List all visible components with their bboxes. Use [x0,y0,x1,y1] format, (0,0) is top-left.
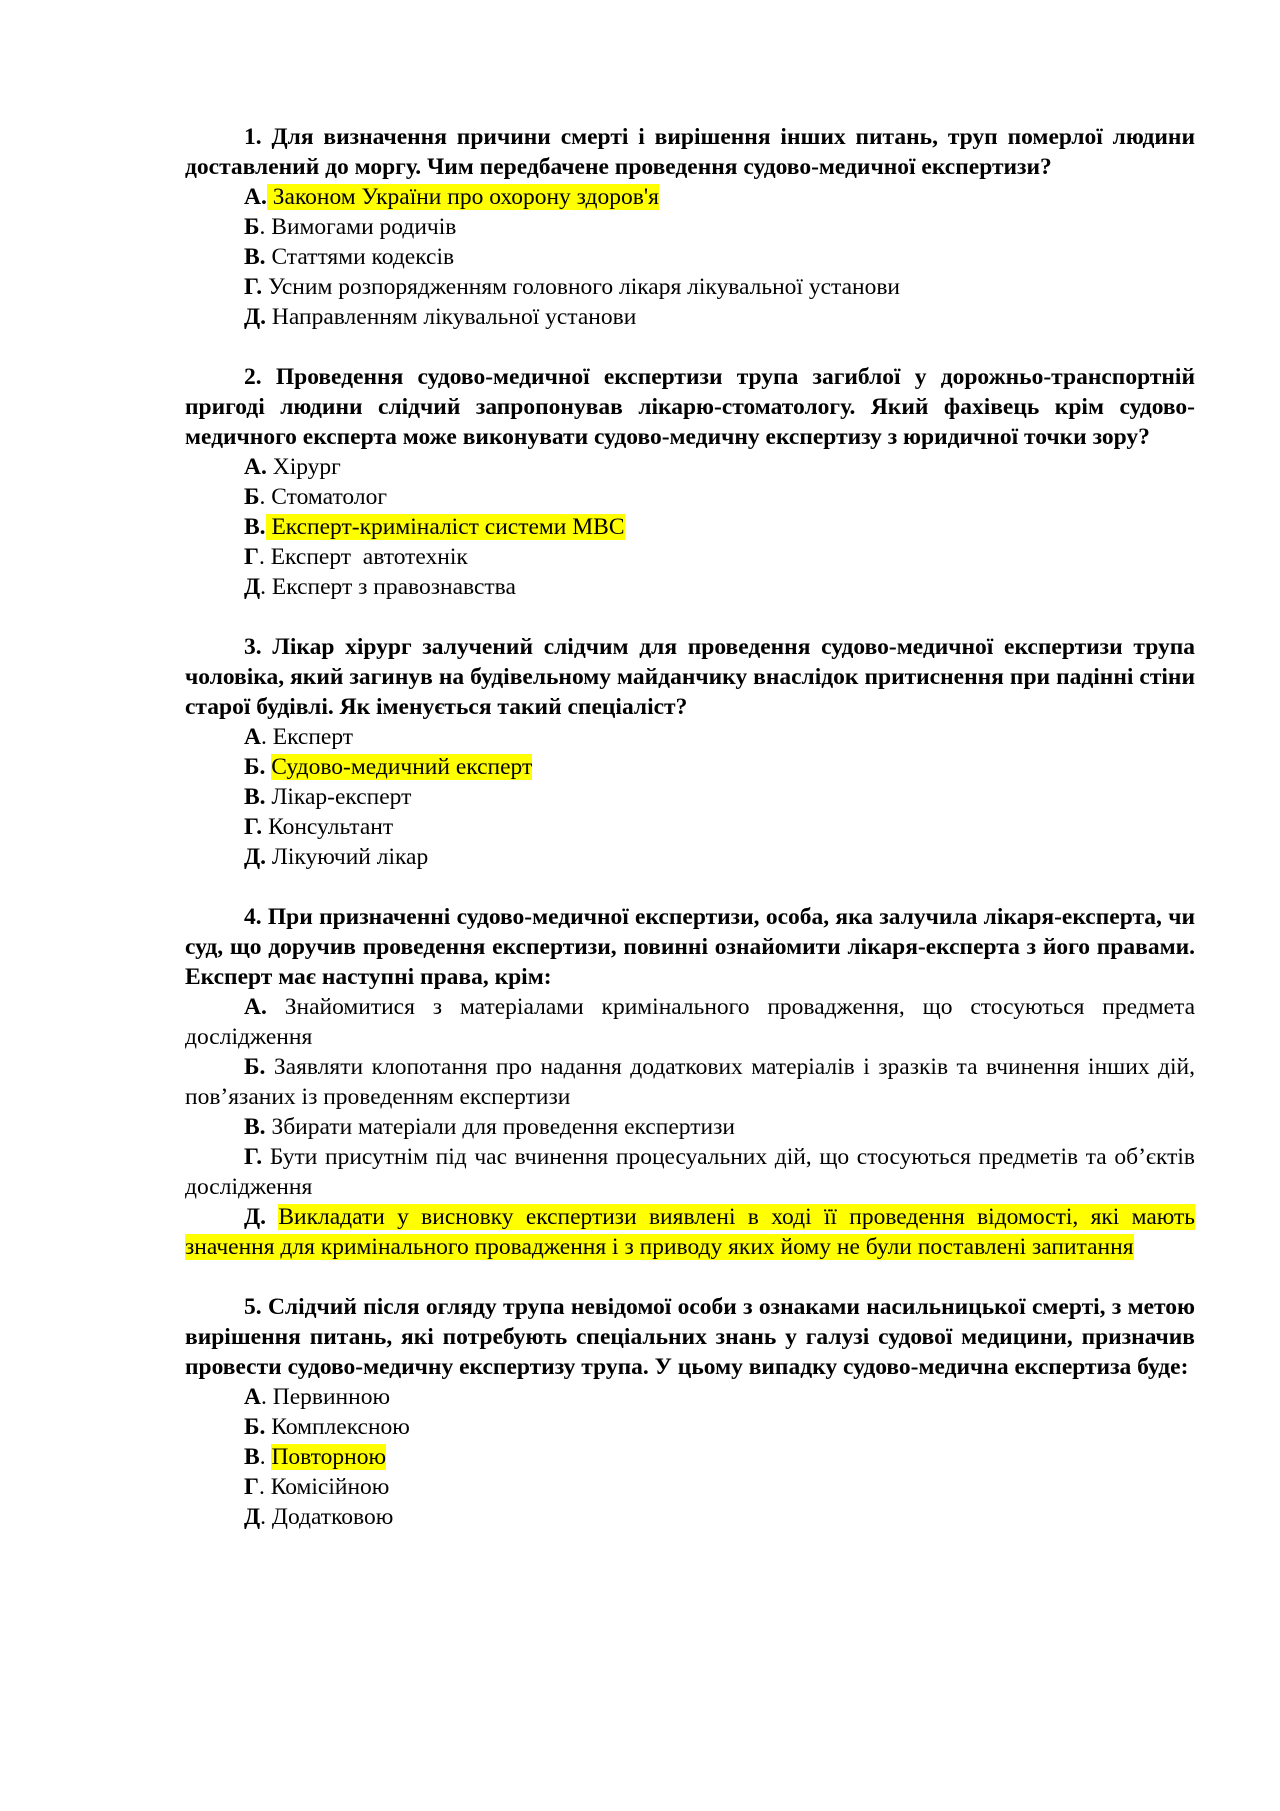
option-g [185,272,1195,302]
option-text: . Комісійною [258,1474,390,1500]
option-text: Знайомитися з матеріалами кримінального провадження, що стосуються предмета дослідження [185,994,1195,1050]
option-b [185,1052,1195,1112]
option-letter: Б [244,214,260,240]
option-letter: Д. [244,304,267,330]
question-1 [185,122,1195,332]
option-b [185,482,1195,512]
question-4 [185,902,1195,1262]
option-d [185,572,1195,602]
option-letter: А [244,724,261,750]
question-5 [185,1292,1195,1532]
option-v [185,1442,1195,1472]
option-letter: Б. [244,754,266,780]
option-text-correct: Експерт-криміналіст системи МВС [266,514,625,540]
option-text-correct: Судово-медичний експерт [271,754,533,780]
question-body: Лікар хірург залучений слідчим для проведення судово-медичної експертизи трупа чоловіка, який загинув на будівельному майданчику внаслідок притиснення при падінні стіни старої будівлі. Як іменується такий спеціаліст? [185,634,1195,720]
option-letter: А. [244,994,267,1020]
option-text-correct: Викладати у висновку експертизи виявлені в ході її проведення відомості, які мають значення для кримінального провадження і з приводу яких йому не були поставлені запитання [185,1204,1195,1260]
option-text: Лікуючий лікар [271,844,429,870]
question-body: Проведення судово-медичної експертизи трупа загиблої у дорожньо-транспортній пригоді людини слідчий запропонував лікарю-стоматологу. Який фахівець крім судово-медичного експерта може виконувати судово-медичну експертизу з юридичної точки зору? [185,364,1196,450]
option-g [185,1472,1195,1502]
option-text: . Експерт [260,724,354,750]
option-letter: Д. [244,844,267,870]
question-text [185,1292,1195,1382]
question-number: 1. [244,124,262,150]
option-letter: Г. [244,814,263,840]
question-body: Слідчий після огляду трупа невідомої особи з ознаками насильницької смерті, з метою вирішення питань, які потребують спеціальних знань у галузі судової медицини, призначив провести судово-медичну експертизу трупа. У цьому випадку судово-медична експертиза буде: [185,1294,1195,1380]
option-g [185,812,1195,842]
option-g [185,1142,1195,1202]
option-letter: А. [244,184,267,210]
option-letter: В. [244,784,266,810]
option-letter: Д [244,1504,261,1530]
option-g [185,542,1195,572]
question-2 [185,362,1195,602]
option-a [185,452,1195,482]
option-text: Бути присутнім під час вчинення процесуальних дій, що стосуються предметів та об’єктів дослідження [185,1144,1196,1200]
option-v [185,512,1195,542]
question-number: 5. [244,1294,262,1320]
option-text: . Стоматолог [259,484,387,510]
option-letter: Д [244,574,261,600]
option-text: Лікар-експерт [271,784,412,810]
option-text: Консультант [268,814,394,840]
option-letter: В. [244,514,266,540]
option-a [185,182,1195,212]
option-text-correct: Законом України про охорону здоров'я [267,184,659,210]
option-text: Заявляти клопотання про надання додаткових матеріалів і зразків та вчинення інших дій, пов’язаних із проведенням експертизи [185,1054,1195,1110]
option-d [185,302,1195,332]
option-d [185,842,1195,872]
option-a [185,1382,1195,1412]
option-text: Хірург [272,454,341,480]
option-text: Статтями кодексів [271,244,455,270]
option-b [185,752,1195,782]
option-letter: Г [244,544,259,570]
option-letter: А [244,1384,261,1410]
question-body: Для визначення причини смерті і вирішення інших питань, труп померлої людини доставлений до моргу. Чим передбачене проведення судово-медичної експертизи? [185,124,1195,180]
question-text [185,362,1195,452]
option-letter: Д. [244,1204,267,1230]
option-letter: В [244,1444,260,1470]
option-letter: Б [244,484,260,510]
option-text: Усним розпорядженням головного лікаря лікувальної установи [268,274,901,300]
option-text: Збирати матеріали для проведення експертизи [271,1114,735,1140]
option-letter: В. [244,1114,266,1140]
option-d [185,1202,1195,1262]
option-letter: Б. [244,1054,266,1080]
question-body: При призначенні судово-медичної експертизи, особа, яка залучила лікаря-експерта, чи суд, що доручив проведення експертизи, повинні ознайомити лікаря-експерта з його правами. Експерт має наступні права, крім: [185,904,1195,990]
option-text: . Первинною [260,1384,391,1410]
option-v [185,242,1195,272]
option-v [185,782,1195,812]
question-number: 3. [244,634,262,660]
option-a [185,722,1195,752]
option-letter: А. [244,454,267,480]
document-page [185,122,1195,1562]
option-letter: В. [244,244,266,270]
question-3 [185,632,1195,872]
question-number: 4. [244,904,262,930]
question-number: 2. [244,364,262,390]
option-text: . Вимогами родичів [259,214,457,240]
option-b [185,212,1195,242]
option-text: . Додатковою [260,1504,394,1530]
option-d [185,1502,1195,1532]
option-b [185,1412,1195,1442]
option-text: . Експерт автотехнік [258,544,468,570]
option-text: Направленням лікувальної установи [271,304,637,330]
option-letter: Г [244,1474,259,1500]
option-a [185,992,1195,1052]
question-text [185,632,1195,722]
option-text: Комплексною [271,1414,410,1440]
option-letter: Б. [244,1414,266,1440]
option-text: . Експерт з правознавства [260,574,516,600]
question-text [185,902,1195,992]
option-v [185,1112,1195,1142]
option-letter: Г. [244,1144,263,1170]
option-text-correct: . Повторною [259,1444,387,1470]
question-text [185,122,1195,182]
option-letter: Г. [244,274,263,300]
